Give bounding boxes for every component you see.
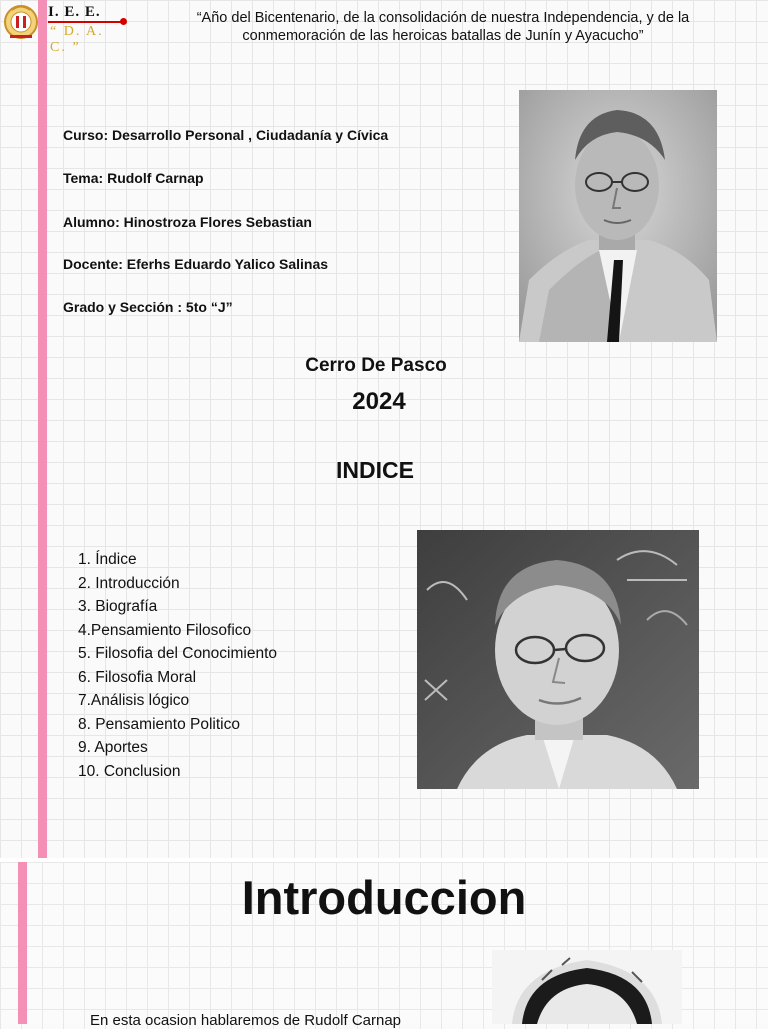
index-item: 9. Aportes	[78, 739, 148, 756]
grade-line: Grado y Sección : 5to “J”	[63, 299, 233, 315]
topic-line: Tema: Rudolf Carnap	[63, 170, 204, 186]
index-item: 8. Pensamiento Politico	[78, 715, 240, 733]
teacher-line: Docente: Eferhs Eduardo Yalico Salinas	[63, 256, 329, 272]
carnap-sketch-image	[492, 950, 682, 1024]
student-line: Alumno: Hinostroza Flores Sebastian	[63, 214, 312, 230]
index-title: INDICE	[336, 457, 414, 483]
index-item: 5. Filosofia del Conocimiento	[78, 645, 278, 662]
index-item: 10. Conclusion	[78, 762, 181, 780]
index-item: 6. Filosofia Moral	[78, 668, 197, 686]
logo-red-line	[48, 21, 122, 23]
index-item: 4.Pensamiento Filosofico	[78, 621, 252, 639]
year-motto: “Año del Bicentenario, de la consolidación de nuestra Independencia, y de la conmemoración de las heroicas batallas de Junín y Ayacucho”	[196, 10, 690, 44]
pink-margin-bar	[38, 0, 47, 860]
index-item: 3. Biografía	[78, 598, 158, 615]
index-item: 2. Introducción	[78, 574, 180, 592]
year-label: 2024	[352, 388, 406, 415]
school-logo	[2, 2, 124, 55]
school-seal-icon	[2, 2, 40, 40]
introduction-text: En esta ocasion hablaremos de Rudolf Carnap	[90, 1012, 402, 1029]
index-item: 1. Índice	[78, 551, 137, 568]
logo-school-name: “ D. A. C. ”	[50, 24, 104, 55]
logo-school-initials: I. E. E.	[48, 4, 101, 20]
carnap-blackboard-photo	[417, 530, 699, 789]
index-item: 7.Análisis lógico	[78, 692, 190, 709]
city-name: Cerro De Pasco	[305, 355, 447, 376]
course-line: Curso: Desarrollo Personal , Ciudadanía y Cívica	[63, 127, 389, 143]
index-list	[78, 548, 277, 783]
introduction-title: Introduccion	[241, 871, 527, 924]
carnap-portrait-photo	[519, 90, 717, 342]
